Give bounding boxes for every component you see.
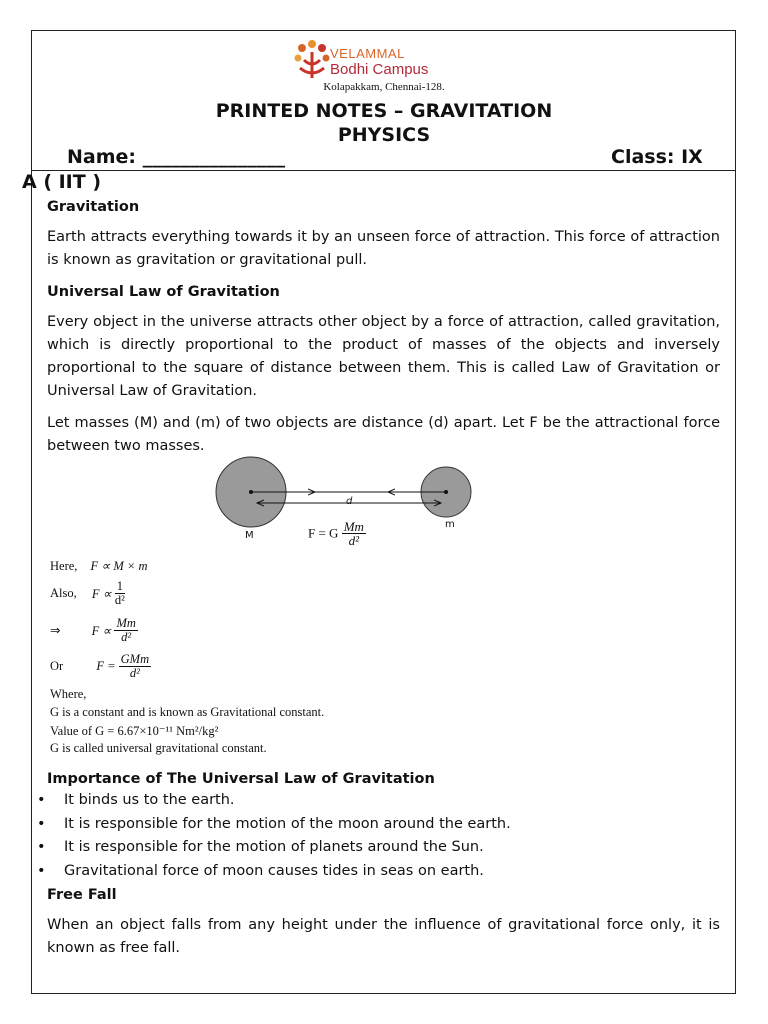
- importance-list: [47, 789, 727, 883]
- list-item: • It is responsible for the motion of the moon around the earth.: [47, 813, 727, 837]
- logo-line1: VELAMMAL: [330, 46, 405, 61]
- importance-heading: Importance of The Universal Law of Gravitation: [47, 771, 435, 787]
- class-label-continued: A ( IIT ): [22, 171, 102, 193]
- header-divider: [31, 170, 736, 171]
- campus-address: Kolapakkam, Chennai-128.: [323, 81, 445, 93]
- g-value-text: Value of G = 6.67×10⁻¹¹ Nm²/kg²: [50, 724, 219, 738]
- masses-paragraph: Let masses (M) and (m) of two objects are distance (d) apart. Let F be the attractional force between two masses.: [47, 415, 720, 454]
- gravitation-heading: Gravitation: [47, 199, 140, 215]
- g-constant-text: G is a constant and is known as Gravitational constant.: [50, 705, 325, 719]
- list-item: • It is responsible for the motion of planets around the Sun.: [47, 836, 727, 860]
- law-heading: Universal Law of Gravitation: [47, 284, 280, 300]
- page-title: PRINTED NOTES – GRAVITATION: [215, 100, 553, 122]
- list-item: • It binds us to the earth.: [47, 789, 727, 813]
- distance-label: d: [346, 496, 353, 507]
- class-label: Class: IX: [611, 146, 703, 168]
- main-content: [47, 196, 720, 467]
- free-fall-heading: Free Fall: [47, 887, 117, 903]
- g-universal-text: G is called universal gravitational constant.: [50, 741, 267, 755]
- free-fall-section: [47, 885, 720, 960]
- where-label: Where,: [50, 687, 87, 701]
- list-item: • Gravitational force of moon causes tides in seas on earth.: [47, 860, 727, 884]
- gravitation-paragraph: Earth attracts everything towards it by an unseen force of attraction. This force of attraction is known as gravitation or gravitational pull.: [47, 229, 720, 268]
- law-paragraph: Every object in the universe attracts other object by a force of attraction, called gravitation, which is directly proportional to the product of masses of the objects and inversely proportional to the square of distance between them. This is called Law of Gravitation or Universal Law of Gravitation.: [47, 314, 720, 399]
- free-fall-paragraph: When an object falls from any height under the influence of gravitational force only, it is known as free fall.: [47, 917, 720, 956]
- small-mass-label: m: [445, 519, 455, 530]
- logo-line2: Bodhi Campus: [330, 61, 429, 78]
- subject-title: PHYSICS: [337, 124, 431, 146]
- importance-section: [47, 769, 727, 883]
- big-mass-label: M: [245, 530, 254, 541]
- name-field: Name: _______________: [67, 146, 286, 168]
- diagram-formula: F = G $\frac{Mm}{\text{d²}}$: [308, 519, 364, 548]
